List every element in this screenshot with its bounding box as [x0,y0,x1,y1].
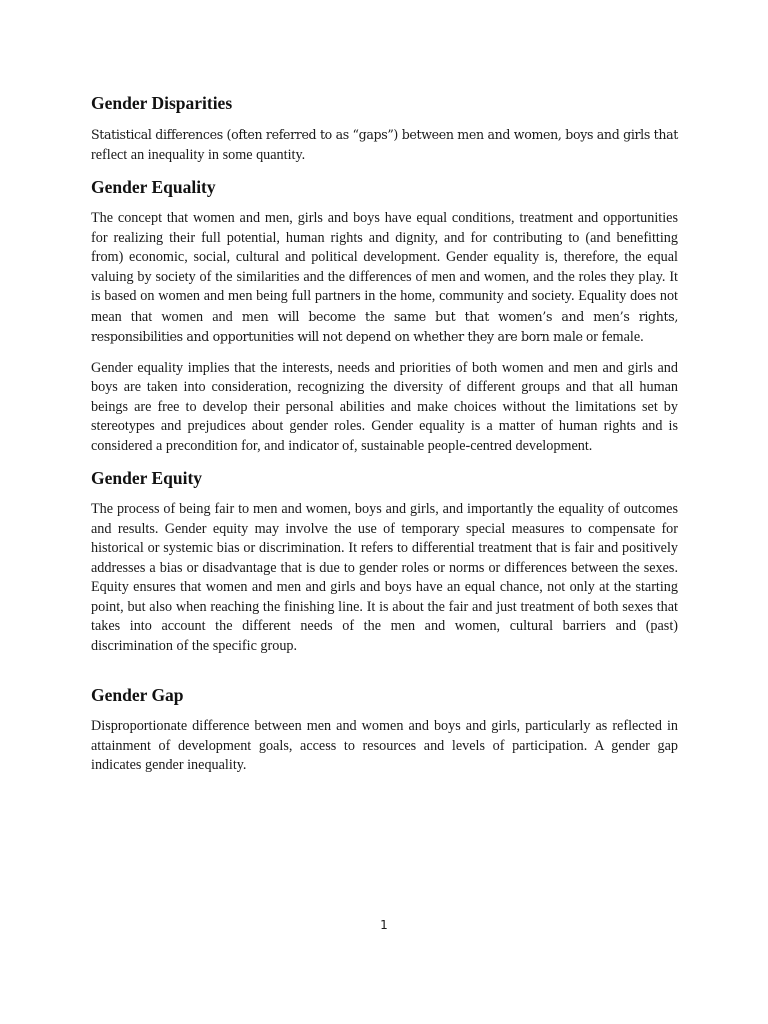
section-gender-disparities [91,92,678,165]
paragraph [91,500,678,656]
section-gender-equality [91,176,678,456]
text-run: reflect an inequality in some quantity. [91,146,306,163]
text-run: men will become the same but that women’s and men’s rights, responsibilities and opportunities will not depend on whether they are born male [91,308,679,344]
text-run: Statistical differences (often referred to as “gaps”) between men and women, boys and girls that [91,127,678,142]
section-heading: Gender Equality [91,177,216,197]
page-number: 1 [380,918,388,932]
text-run: The process of being fair to men and women, boys and girls, and importantly the equality of outcomes and results. Gender equity may involve the use of temporary special measures to compensate for historical or systemic bias or discrimination. It refers to differential treatment that is fair and positively addresses a bias or disadvantage that is due to gender roles or norms or differences between the sexes. Equity ensures that women and men and girls and boys have an equal chance, not only at the starting point, but also when reaching the finishing line. It is about the fair and just treatment of both sexes that takes into account the different needs of the men and women, cultural barriers and (past) discrimination of the specific group. [91,501,678,654]
section-gender-equity [91,467,678,656]
section-gender-gap [91,684,678,776]
page-content [91,92,678,787]
text-run: The concept that women and men, girls and boys have equal conditions, treatment and opportunities for realizing their full potential, human rights and dignity, and for contributing to (and benefitting from) economic, social, cultural and political development. Gender equality is, therefore, the equal valuing by society of the similarities and the differences of men and women, and the roles they play. It is based on women and men being full partners in the home, community and society. Equality does not mean that women and [91,210,678,325]
text-run: Disproportionate difference between men and women and boys and girls, particularly as reflected in attainment of development goals, access to resources and levels of participation. A gender gap indicates gender inequality. [91,718,678,773]
section-heading: Gender Disparities [91,93,233,113]
paragraph [91,359,678,457]
text-run: Gender equality implies that the interests, needs and priorities of both women and men and girls and boys are taken into consideration, recognizing the diversity of different groups and that all human beings are free to develop their personal abilities and make choices without the limitations set by stereotypes and prejudices about gender roles. Gender equality is a matter of human rights and is considered a precondition for, and indicator of, sustainable people-centred development. [91,359,678,454]
paragraph [91,717,678,776]
section-heading: Gender Gap [91,685,184,705]
paragraph [91,125,678,165]
section-heading: Gender Equity [91,468,203,488]
text-run: or female. [582,329,644,345]
paragraph [91,209,678,348]
